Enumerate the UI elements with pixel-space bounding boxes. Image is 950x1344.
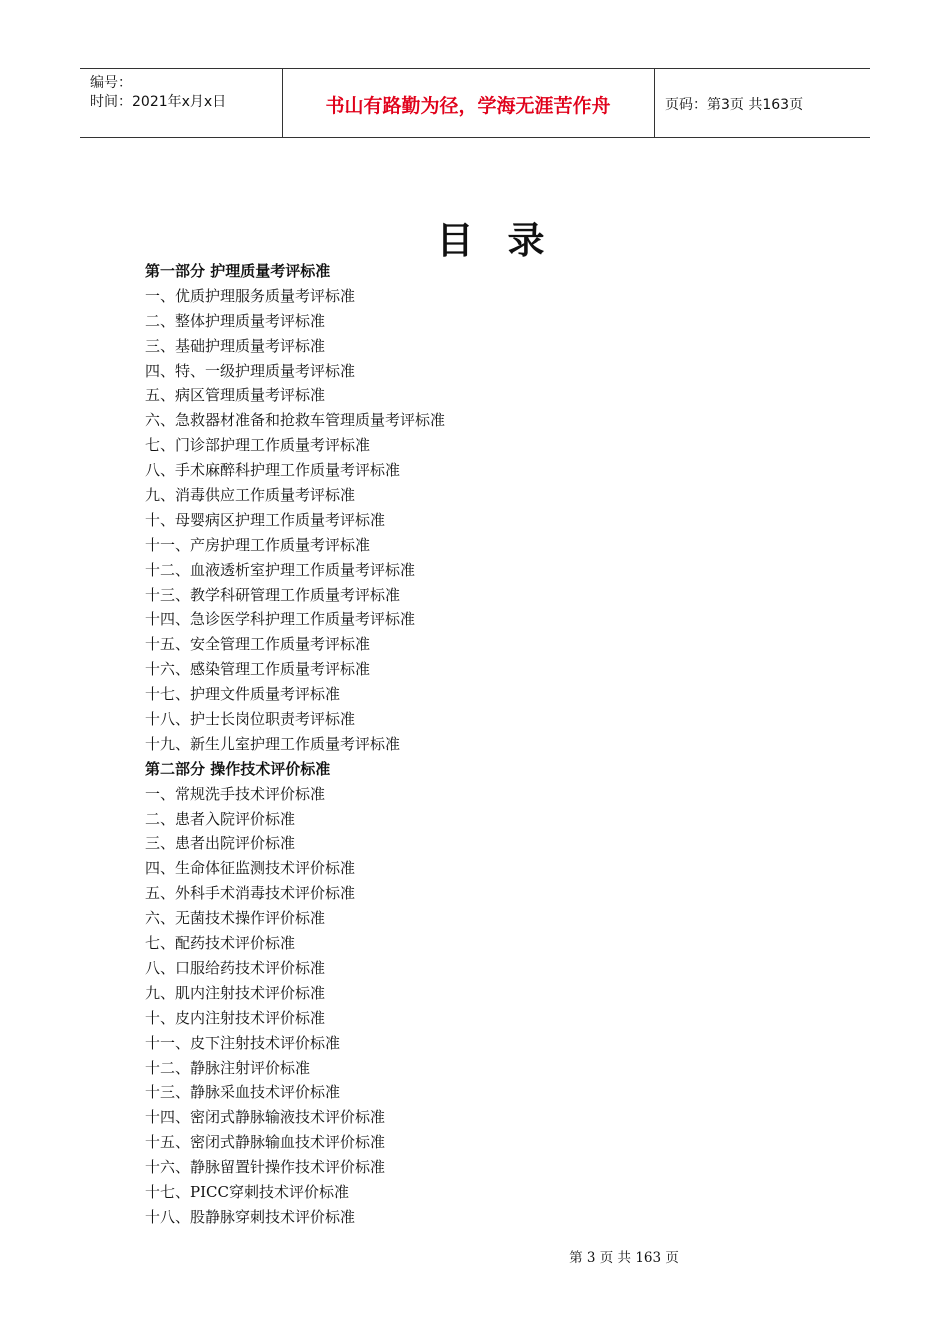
number-label: 编号：	[90, 75, 132, 91]
toc-entry: 九、消毒供应工作质量考评标准	[145, 486, 356, 505]
header-table	[80, 68, 870, 138]
toc-entry: 十六、静脉留置针操作技术评价标准	[145, 1158, 386, 1177]
toc-entry: 五、外科手术消毒技术评价标准	[145, 884, 356, 903]
toc-entry: 十四、急诊医学科护理工作质量考评标准	[145, 610, 416, 629]
toc-entry: 十三、静脉采血技术评价标准	[145, 1083, 341, 1102]
toc-entry: 一、常规洗手技术评价标准	[145, 784, 326, 803]
toc-entry: 六、无菌技术操作评价标准	[145, 909, 326, 928]
page-footer: 第 3 页 共 163 页	[569, 1250, 679, 1266]
toc-entry: 十七、护理文件质量考评标准	[145, 685, 341, 704]
toc-entry: 四、特、一级护理质量考评标准	[145, 361, 356, 380]
toc-entry: 十、母婴病区护理工作质量考评标准	[145, 510, 386, 529]
toc-entry: 十六、感染管理工作质量考评标准	[145, 660, 371, 679]
toc-entry: 一、优质护理服务质量考评标准	[145, 286, 356, 305]
motto: 书山有路勤为径，学海无涯苦作舟	[325, 95, 611, 117]
page-info: 页码：第3页 共163页	[665, 97, 804, 113]
toc-entry: 二、整体护理质量考评标准	[145, 311, 326, 330]
toc-entry: 十九、新生儿室护理工作质量考评标准	[145, 734, 401, 753]
toc-entry: 四、生命体征监测技术评价标准	[145, 859, 356, 878]
toc-entry: 九、肌内注射技术评价标准	[145, 983, 326, 1002]
toc-entry: 十八、护士长岗位职责考评标准	[145, 710, 356, 729]
toc-entry: 五、病区管理质量考评标准	[145, 386, 326, 405]
table-of-contents	[145, 259, 445, 1230]
toc-entry: 十一、皮下注射技术评价标准	[145, 1033, 341, 1052]
toc-entry: 三、患者出院评价标准	[145, 834, 296, 853]
toc-entry: 十四、密闭式静脉输液技术评价标准	[145, 1108, 386, 1127]
toc-entry: 十五、安全管理工作质量考评标准	[145, 635, 371, 654]
toc-entry: 十二、血液透析室护理工作质量考评标准	[145, 560, 416, 579]
toc-entry: 十一、产房护理工作质量考评标准	[145, 535, 371, 554]
toc-section-heading: 第二部分 操作技术评价标准	[145, 759, 331, 778]
page-title: 目录	[436, 219, 579, 262]
header-page-cell	[655, 69, 870, 137]
toc-entry: 二、患者入院评价标准	[145, 809, 296, 828]
time-label: 时间：2021年x月x日	[90, 94, 227, 110]
toc-entry: 八、口服给药技术评价标准	[145, 958, 326, 977]
toc-entry: 十八、股静脉穿刺技术评价标准	[145, 1207, 356, 1226]
header-motto-cell	[282, 69, 655, 137]
header-info-cell	[80, 69, 283, 137]
toc-entry: 八、手术麻醉科护理工作质量考评标准	[145, 461, 401, 480]
toc-entry: 十七、PICC穿刺技术评价标准	[145, 1182, 349, 1201]
toc-entry: 三、基础护理质量考评标准	[145, 336, 326, 355]
toc-entry: 七、配药技术评价标准	[145, 934, 296, 953]
toc-entry: 十三、教学科研管理工作质量考评标准	[145, 585, 401, 604]
toc-entry: 十二、静脉注射评价标准	[145, 1058, 311, 1077]
toc-entry: 七、门诊部护理工作质量考评标准	[145, 436, 371, 455]
toc-entry: 十五、密闭式静脉输血技术评价标准	[145, 1133, 386, 1152]
toc-entry: 十、皮内注射技术评价标准	[145, 1008, 326, 1027]
toc-section-heading: 第一部分 护理质量考评标准	[145, 262, 331, 280]
toc-entry: 六、急救器材准备和抢救车管理质量考评标准	[145, 411, 446, 430]
